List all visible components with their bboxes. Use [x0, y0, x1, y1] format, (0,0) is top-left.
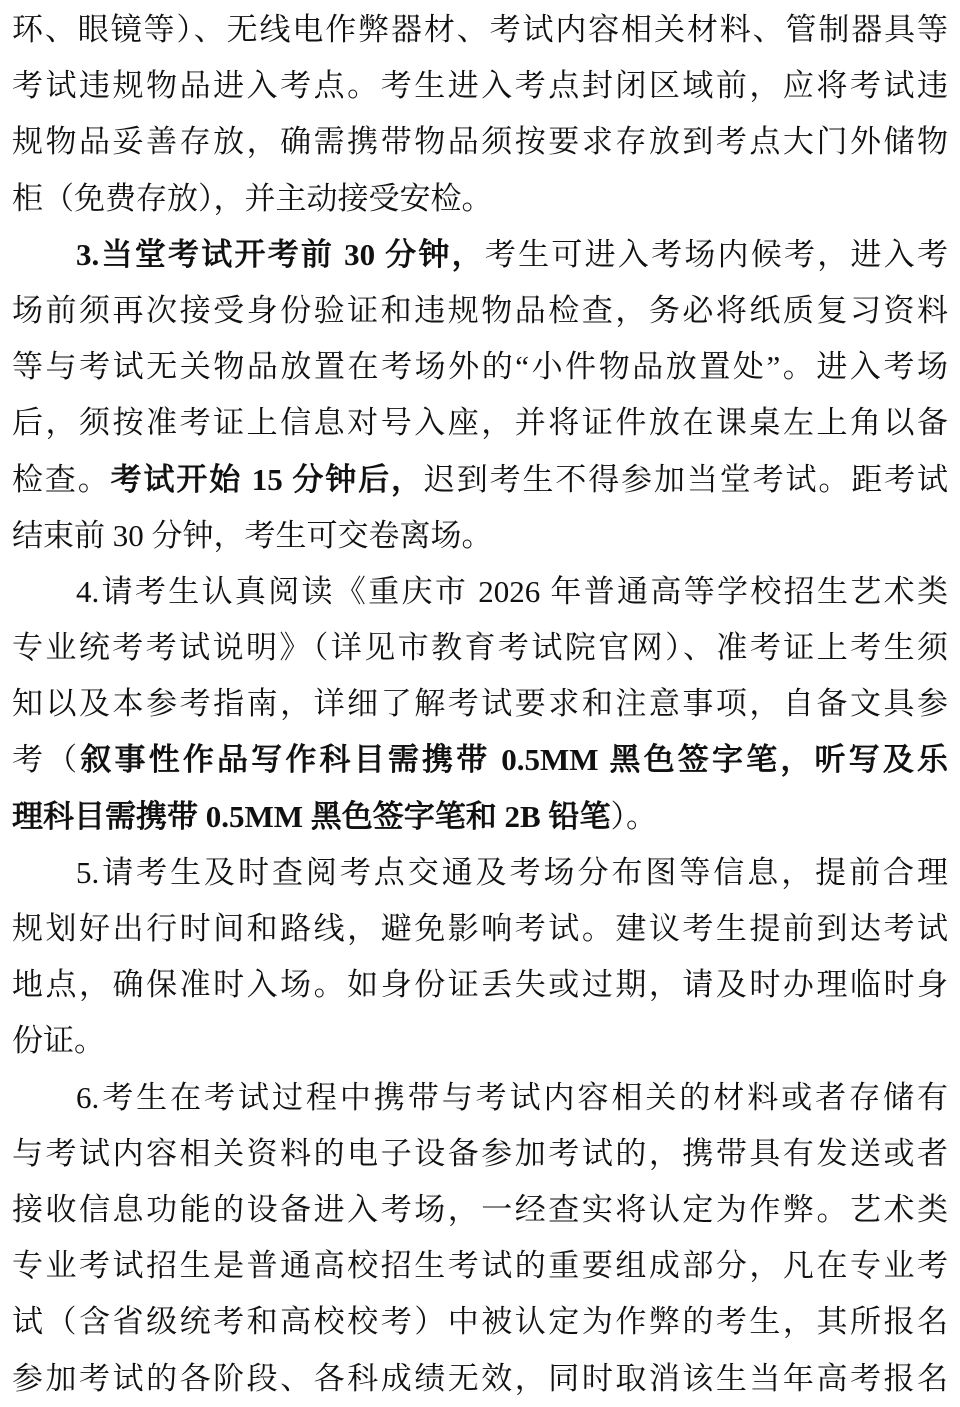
bold-text-segment: 3.当堂考试开考前 30 分钟，	[76, 236, 485, 272]
text-line	[12, 1238, 948, 1294]
text-segment: 知以及本参考指南，详细了解考试要求和注意事项，自备文具参	[12, 686, 948, 722]
text-line	[12, 58, 948, 114]
document-body	[12, 2, 948, 1407]
text-segment: 4.请考生认真阅读《重庆市 2026 年普通高等学校招生艺术类	[76, 573, 948, 609]
text-line	[12, 845, 948, 901]
text-segment: 参加考试的各阶段、各科成绩无效，同时取消该生当年高考报名	[12, 1360, 948, 1396]
text-segment: 规物品妥善存放，确需携带物品须按要求存放到考点大门外储物	[12, 124, 948, 160]
text-line	[12, 620, 948, 676]
text-line	[12, 1126, 948, 1182]
text-line	[12, 339, 948, 395]
text-line	[12, 676, 948, 732]
text-line	[12, 508, 948, 564]
text-line	[12, 283, 948, 339]
text-segment: ）。	[610, 798, 657, 834]
bold-text-segment: 叙事性作品写作科目需携带 0.5MM 黑色签字笔，听写及乐	[80, 742, 948, 778]
text-segment: 地点，确保准时入场。如身份证丢失或过期，请及时办理临时身	[12, 967, 948, 1003]
text-line	[12, 1013, 948, 1069]
text-segment: 检查。	[12, 461, 111, 497]
text-line	[12, 564, 948, 620]
text-line	[12, 789, 948, 845]
text-line	[12, 171, 948, 227]
text-segment: 考生可进入考场内候考，进入考	[484, 236, 948, 272]
bold-text-segment: 理科目需携带 0.5MM 黑色签字笔和 2B 铅笔	[12, 798, 611, 834]
text-segment: 5.请考生及时查阅考点交通及考场分布图等信息，提前合理	[76, 854, 948, 890]
text-line	[12, 114, 948, 170]
text-line	[12, 452, 948, 508]
text-segment: 专业统考考试说明》（详见市教育考试院官网）、准考证上考生须	[12, 630, 948, 666]
text-line	[12, 2, 948, 58]
text-segment: 迟到考生不得参加当堂考试。距考试	[423, 461, 948, 497]
text-segment: 环、眼镜等）、无线电作弊器材、考试内容相关材料、管制器具等	[12, 12, 948, 47]
text-line	[12, 395, 948, 451]
text-segment: 与考试内容相关资料的电子设备参加考试的，携带具有发送或者	[12, 1135, 948, 1171]
text-line	[12, 957, 948, 1013]
text-segment: 专业考试招生是普通高校招生考试的重要组成部分，凡在专业考	[12, 1248, 948, 1284]
text-segment: 结束前 30 分钟，考生可交卷离场。	[12, 517, 493, 553]
text-line	[12, 1351, 948, 1407]
bold-text-segment: 考试开始 15 分钟后，	[110, 461, 424, 497]
text-line	[12, 901, 948, 957]
text-line	[12, 1182, 948, 1238]
text-line	[12, 227, 948, 283]
text-segment: 考试违规物品进入考点。考生进入考点封闭区域前，应将考试违	[12, 68, 948, 104]
text-segment: 场前须再次接受身份验证和违规物品检查，务必将纸质复习资料	[12, 292, 948, 328]
text-segment: 份证。	[12, 1023, 105, 1059]
text-segment: 等与考试无关物品放置在考场外的“小件物品放置处”。进入考场	[12, 349, 948, 385]
text-segment: 后，须按准考证上信息对号入座，并将证件放在课桌左上角以备	[12, 405, 948, 441]
text-line	[12, 1294, 948, 1350]
text-segment: 柜（免费存放），并主动接受安检。	[12, 180, 493, 216]
text-line	[12, 732, 948, 788]
text-segment: 6.考生在考试过程中携带与考试内容相关的材料或者存储有	[76, 1079, 948, 1115]
text-segment: 接收信息功能的设备进入考场，一经查实将认定为作弊。艺术类	[12, 1191, 948, 1227]
text-segment: 试（含省级统考和高校校考）中被认定为作弊的考生，其所报名	[12, 1304, 948, 1340]
text-line	[12, 1070, 948, 1126]
text-segment: 规划好出行时间和路线，避免影响考试。建议考生提前到达考试	[12, 911, 948, 946]
text-segment: 考（	[12, 742, 81, 778]
